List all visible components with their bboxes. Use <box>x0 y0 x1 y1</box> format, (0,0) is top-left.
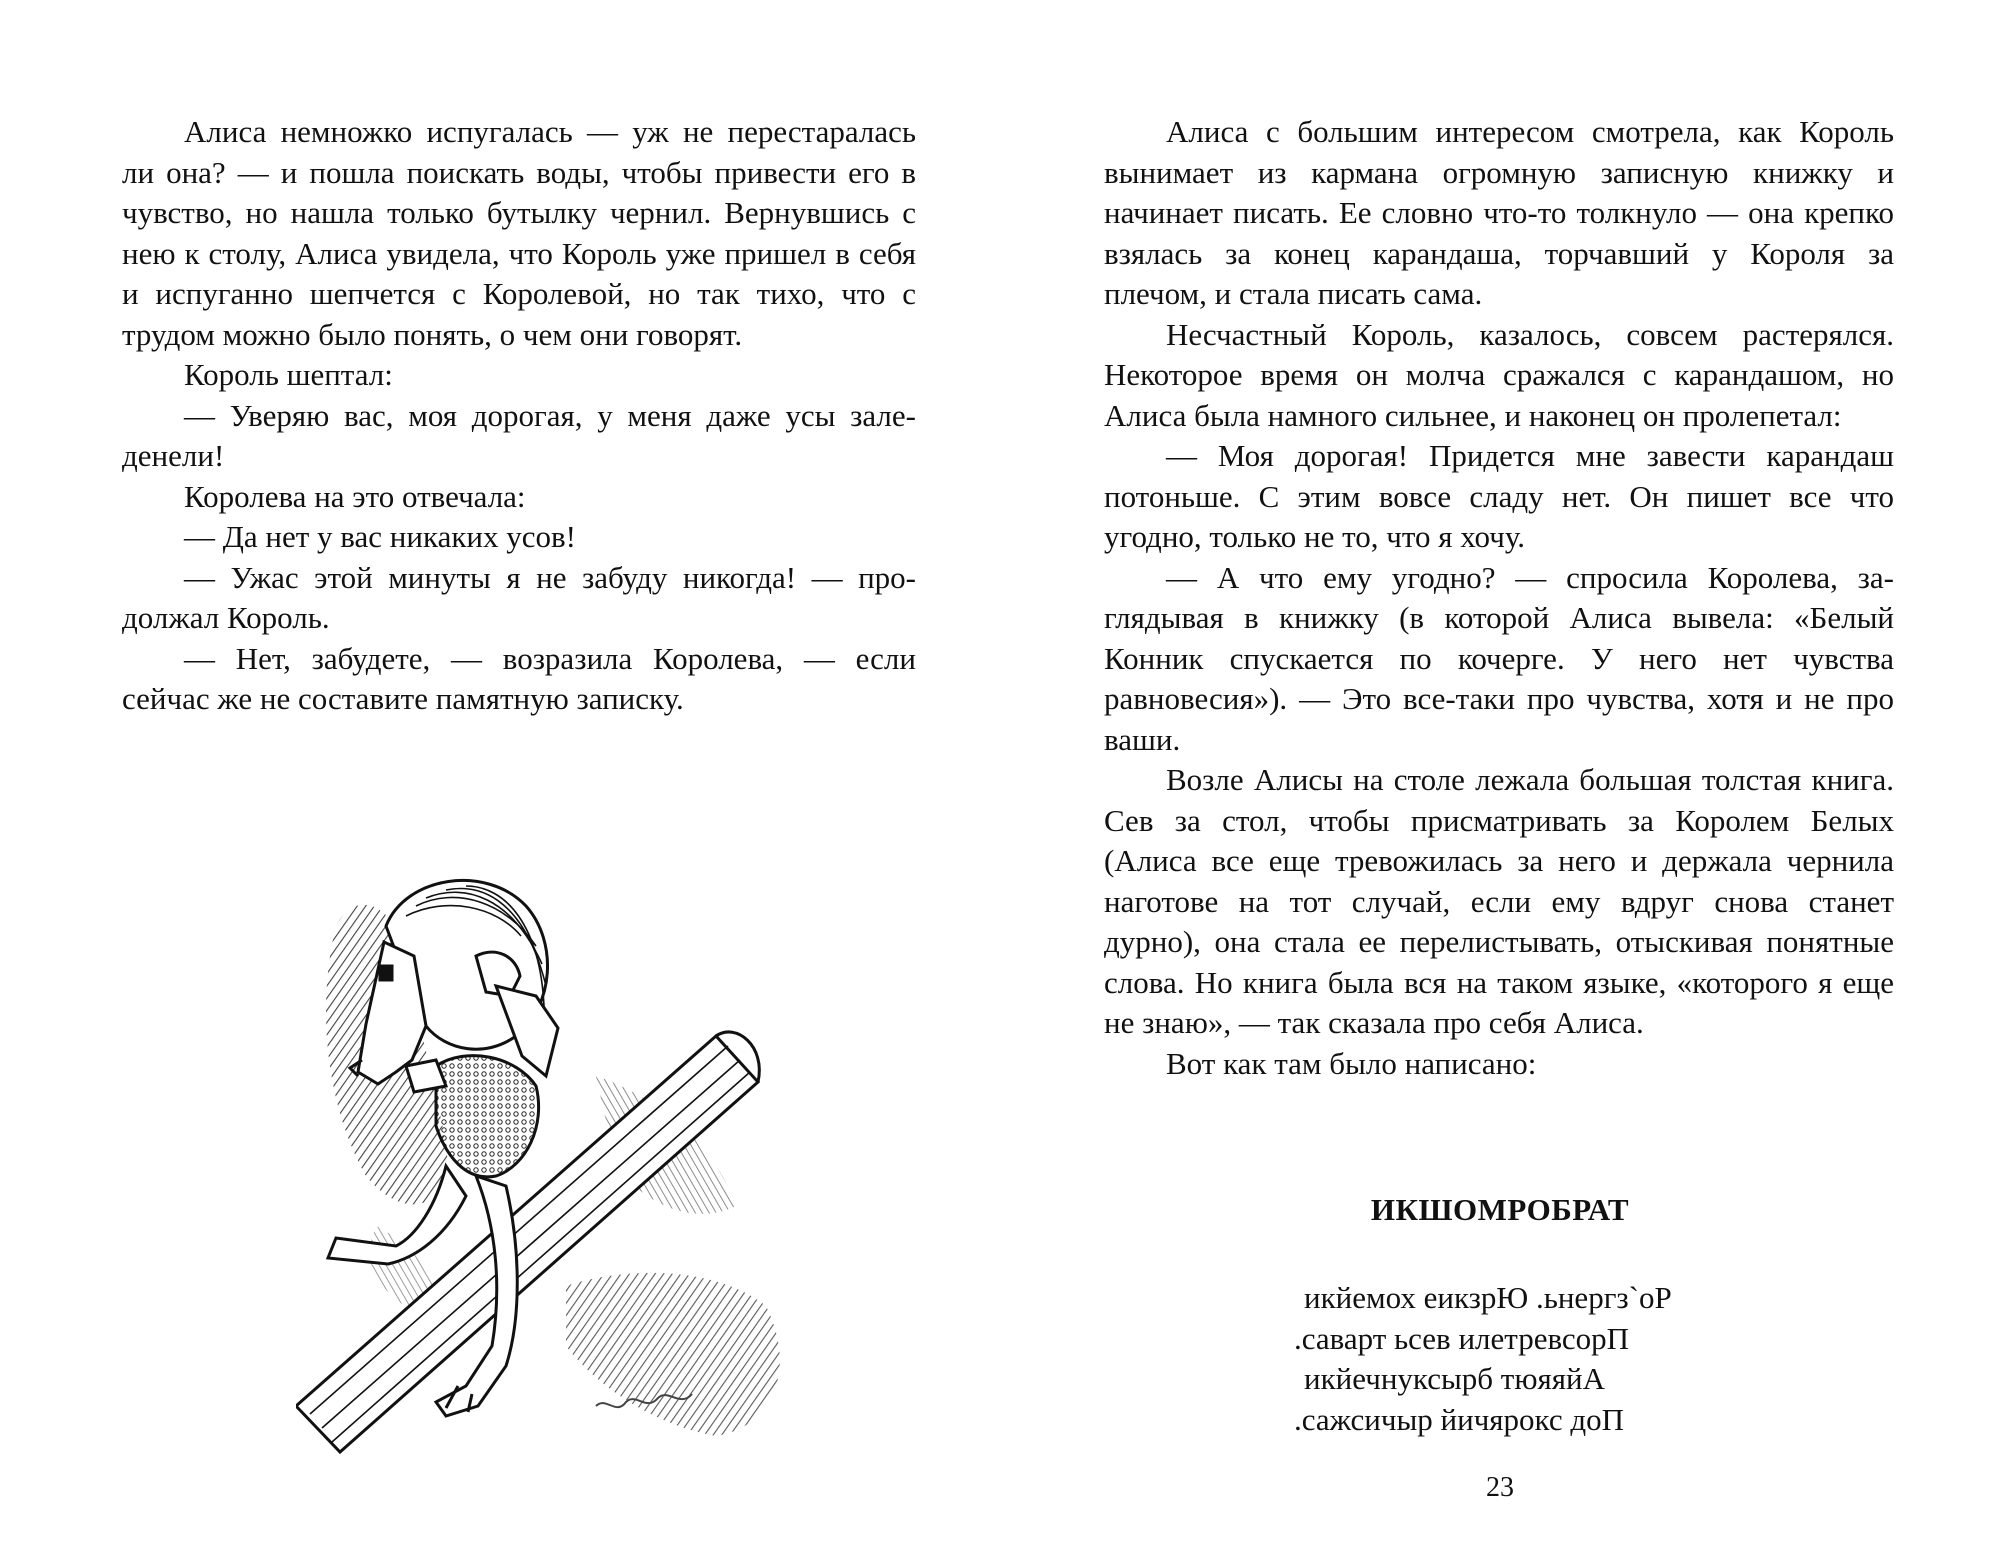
right-page <box>1000 0 2000 1564</box>
mirror-poem <box>1294 1278 1672 1440</box>
poem-line: .сажсичыр йичярокс доП <box>1294 1401 1625 1437</box>
white-knight-illustration <box>296 846 830 1458</box>
page-number: 23 <box>1486 1472 1514 1503</box>
paragraph: — Нет, забудете, — возразила Королева, — если сейчас же не составите памятную записку. <box>122 640 916 716</box>
paragraph: Алиса немножко испугалась — уж не перестаралась ли она? — и пошла поискать воды, чтобы привести его в чувство, но нашла только бутылку чернил. Вернувшись с нею к столу, Алиса увидела, что Король уже пришел в себя и испуганно шепчется с Королевой, но так тихо, что с трудом можно было понять, о чем они говорят. <box>122 114 916 352</box>
paragraph: Алиса с большим интересом смотрела, как Король вынимает из кармана огромную записную книжку и начинает писать. Ее словно что-то толкнуло — она крепко взялась за конец карандаша, торчавший у Короля за плечом, и стала писать сама. <box>1104 114 1894 311</box>
right-text-column <box>1104 112 1894 1084</box>
poem-line: икйемох еикзрЮ .ьнергз`оР <box>1304 1280 1672 1315</box>
paragraph: Королева на это отвечала: <box>184 478 526 514</box>
paragraph: — Да нет у вас никаких усов! <box>184 519 576 554</box>
poem-line: .саварт ьсев илетревсорП <box>1294 1320 1630 1356</box>
paragraph: Король шептал: <box>184 357 393 392</box>
paragraph: — А что ему угодно? — спросила Королева, заглядывая в книжку (в которой Алиса вывела: «Белый Конник спускается по кочерге. У него нет чувства равновесия»). — Это все-таки про чувства, хотя и не про ваши. <box>1104 559 1894 757</box>
paragraph: Возле Алисы на столе лежала большая толстая книга. Сев за стол, чтобы присматривать за Королем Белых (Алиса все еще тревожилась за него и держала чернила наготове на тот случай, если ему вдруг снова станет дурно), она стала ее перелистывать, отыскивая понятные слова. Но книга была вся на таком языке, «которого я еще не знаю», — так сказала про себя Алиса. <box>1104 762 1894 1040</box>
paragraph: — Ужас этой минуты я не забуду никогда! — продолжал Король. <box>122 559 916 635</box>
shadow-hatching <box>566 1273 780 1436</box>
paragraph: — Уверяю вас, моя дорогая, у меня даже усы заледенели! <box>122 397 916 473</box>
paragraph: Несчастный Король, казалось, совсем растерялся. Некоторое время он молча сражался с карандашом, но Алиса была намного сильнее, и наконец он пролепетал: <box>1104 316 1894 433</box>
paragraph: — Моя дорогая! Придется мне завести карандаш потоньше. С этим вовсе сладу нет. Он пишет все что угодно, только не то, что я хочу. <box>1104 438 1894 554</box>
poem-title: ИКШОМРОБРАТ <box>1370 1192 1630 1227</box>
left-text-column <box>122 112 916 720</box>
paragraph: Вот как там было написано: <box>1166 1045 1537 1081</box>
poem-line: икйечнуксырб тюяяйА <box>1304 1361 1606 1396</box>
